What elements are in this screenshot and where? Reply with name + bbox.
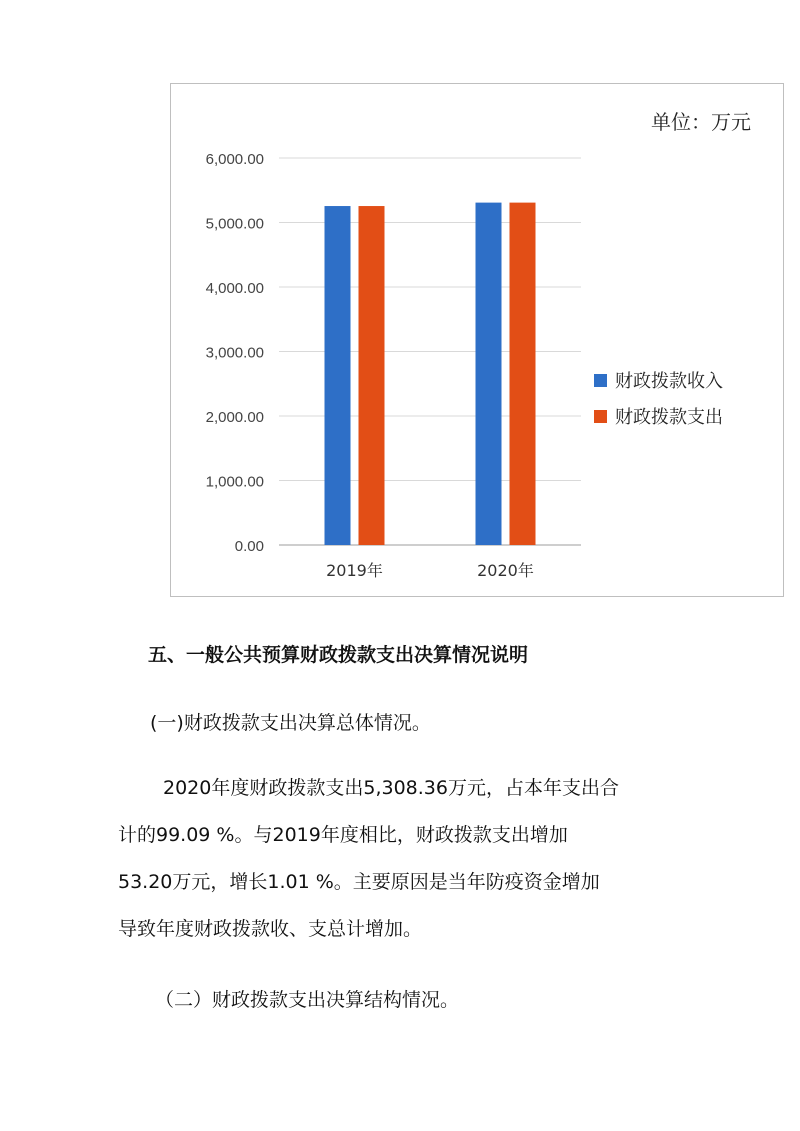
legend-item-income — [594, 362, 723, 398]
paragraph-line-2: 计的99.09 %。与2019年度相比，财政拨款支出增加 — [118, 824, 568, 846]
y-tick-label: 5,000.00 — [205, 215, 264, 233]
legend-swatch-expense — [594, 410, 607, 423]
section-heading: 五、一般公共预算财政拨款支出决算情况说明 — [148, 644, 529, 666]
x-tick-label: 2020年 — [477, 561, 534, 580]
legend-swatch-income — [594, 374, 607, 387]
y-tick-label: 4,000.00 — [205, 280, 264, 297]
sub-heading-structure: （二）财政拨款支出决算结构情况。 — [155, 989, 460, 1011]
y-tick-label: 6,000.00 — [205, 151, 264, 168]
chart-plot — [171, 84, 783, 596]
legend-item-expense — [594, 398, 723, 434]
chart-legend — [594, 362, 723, 434]
y-tick-label: 1,000.00 — [205, 473, 264, 491]
y-tick-label: 0.00 — [234, 538, 264, 555]
y-tick-label: 3,000.00 — [205, 344, 264, 362]
bar-income — [325, 206, 351, 545]
x-tick-label: 2019年 — [326, 561, 383, 580]
bar-expense — [359, 206, 385, 545]
paragraph-line-1: 2020年度财政拨款支出5,308.36万元，占本年支出合 — [163, 777, 619, 799]
legend-label-expense: 财政拨款支出 — [615, 407, 723, 428]
paragraph-line-3: 53.20万元，增长1.01 %。主要原因是当年防疫资金增加 — [118, 871, 600, 893]
paragraph-line-4: 导致年度财政拨款收、支总计增加。 — [118, 918, 423, 940]
legend-label-income: 财政拨款收入 — [615, 371, 723, 392]
sub-heading-overall: (一)财政拨款支出决算总体情况。 — [150, 712, 431, 734]
bar-income — [476, 203, 502, 545]
bar-expense — [510, 203, 536, 545]
bar-chart — [170, 83, 784, 597]
unit-label: 单位：万元 — [651, 110, 751, 134]
y-tick-label: 2,000.00 — [205, 409, 264, 426]
